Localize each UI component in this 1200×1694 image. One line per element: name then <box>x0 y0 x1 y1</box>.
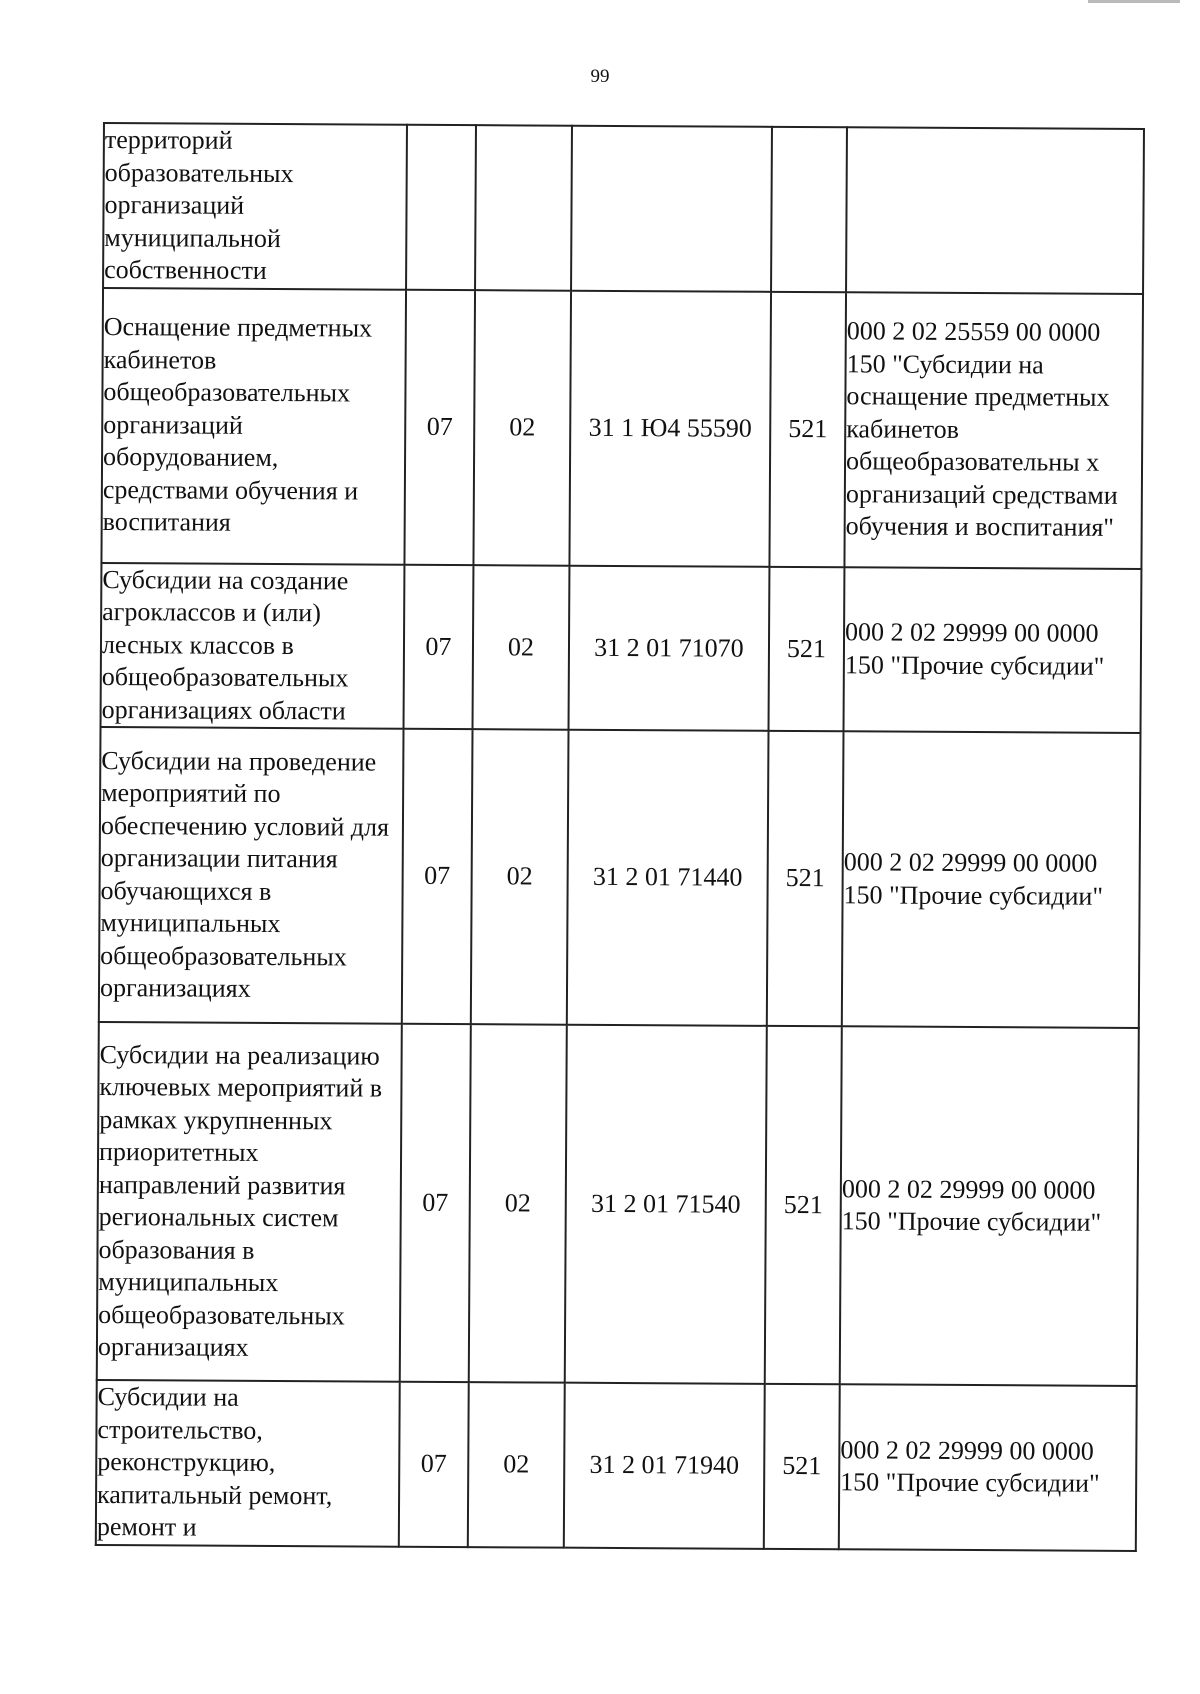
expense-type-cell: 521 <box>764 1384 840 1549</box>
row-name-cell: Оснащение предметных кабинетов общеобразовательных организаций оборудованием, средствами обучения и воспитания <box>101 288 406 565</box>
revenue-source-cell: 000 2 02 25559 00 0000 150 "Субсидии на оснащение предметных кабинетов общеобразовательны х организаций средствами обучения и воспитания" <box>844 292 1143 569</box>
row-name-cell: Субсидии на реализацию ключевых мероприятий в рамках укрупненных приоритетных направлений развития региональных систем образования в муниципальных общеобразовательных организациях <box>97 1022 402 1382</box>
expense-type-cell: 521 <box>765 1026 842 1384</box>
row-name-cell: территорий образовательных организаций муниципальной собственности <box>103 123 407 289</box>
row-name-cell: Субсидии на создание агроклассов и (или) лесных классов в общеобразовательных организациях области <box>101 562 405 728</box>
table-row <box>96 1380 1137 1550</box>
table-row <box>101 562 1142 732</box>
target-article-cell <box>571 126 772 292</box>
revenue-source-cell: 000 2 02 29999 00 0000 150 "Прочие субсидии" <box>840 1026 1139 1386</box>
row-name-cell: Субсидии на строительство, реконструкцию, капитальный ремонт, ремонт и <box>96 1380 400 1546</box>
revenue-source-cell: 000 2 02 29999 00 0000 150 "Прочие субсидии" <box>842 731 1141 1028</box>
target-article-cell: 31 2 01 71940 <box>564 1383 765 1549</box>
section-cell: 07 <box>402 729 473 1024</box>
subsection-cell: 02 <box>468 1382 565 1547</box>
subsection-cell: 02 <box>471 729 569 1025</box>
table-row <box>99 727 1141 1028</box>
section-cell: 07 <box>404 564 474 729</box>
subsection-cell: 02 <box>473 290 571 566</box>
page-number: 99 <box>590 66 610 87</box>
table-row <box>103 123 1144 293</box>
expense-type-cell: 521 <box>769 566 845 731</box>
target-article-cell: 31 1 Ю4 55590 <box>569 290 771 566</box>
revenue-source-cell: 000 2 02 29999 00 0000 150 "Прочие субсидии" <box>839 1384 1137 1550</box>
expense-type-cell: 521 <box>767 731 844 1026</box>
expense-type-cell <box>771 127 847 292</box>
section-cell: 07 <box>404 289 475 564</box>
target-article-cell: 31 2 01 71070 <box>569 565 770 731</box>
budget-table <box>95 122 1145 1551</box>
top-corner-mark <box>1088 0 1180 3</box>
expense-type-cell: 521 <box>769 291 846 566</box>
table-row <box>97 1022 1139 1386</box>
target-article-cell: 31 2 01 71540 <box>565 1025 767 1384</box>
row-name-cell: Субсидии на проведение мероприятий по обеспечению условий для организации питания обучающихся в муниципальных общеобразовательных организациях <box>99 727 404 1024</box>
revenue-source-cell <box>846 127 1144 293</box>
subsection-cell: 02 <box>473 565 570 730</box>
section-cell: 07 <box>399 1382 469 1547</box>
target-article-cell: 31 2 01 71440 <box>567 730 769 1026</box>
revenue-source-cell: 000 2 02 29999 00 0000 150 "Прочие субсидии" <box>844 567 1142 733</box>
table-row <box>101 288 1143 569</box>
section-cell <box>406 125 476 290</box>
subsection-cell <box>475 125 572 290</box>
subsection-cell: 02 <box>469 1024 567 1383</box>
section-cell: 07 <box>400 1024 471 1382</box>
